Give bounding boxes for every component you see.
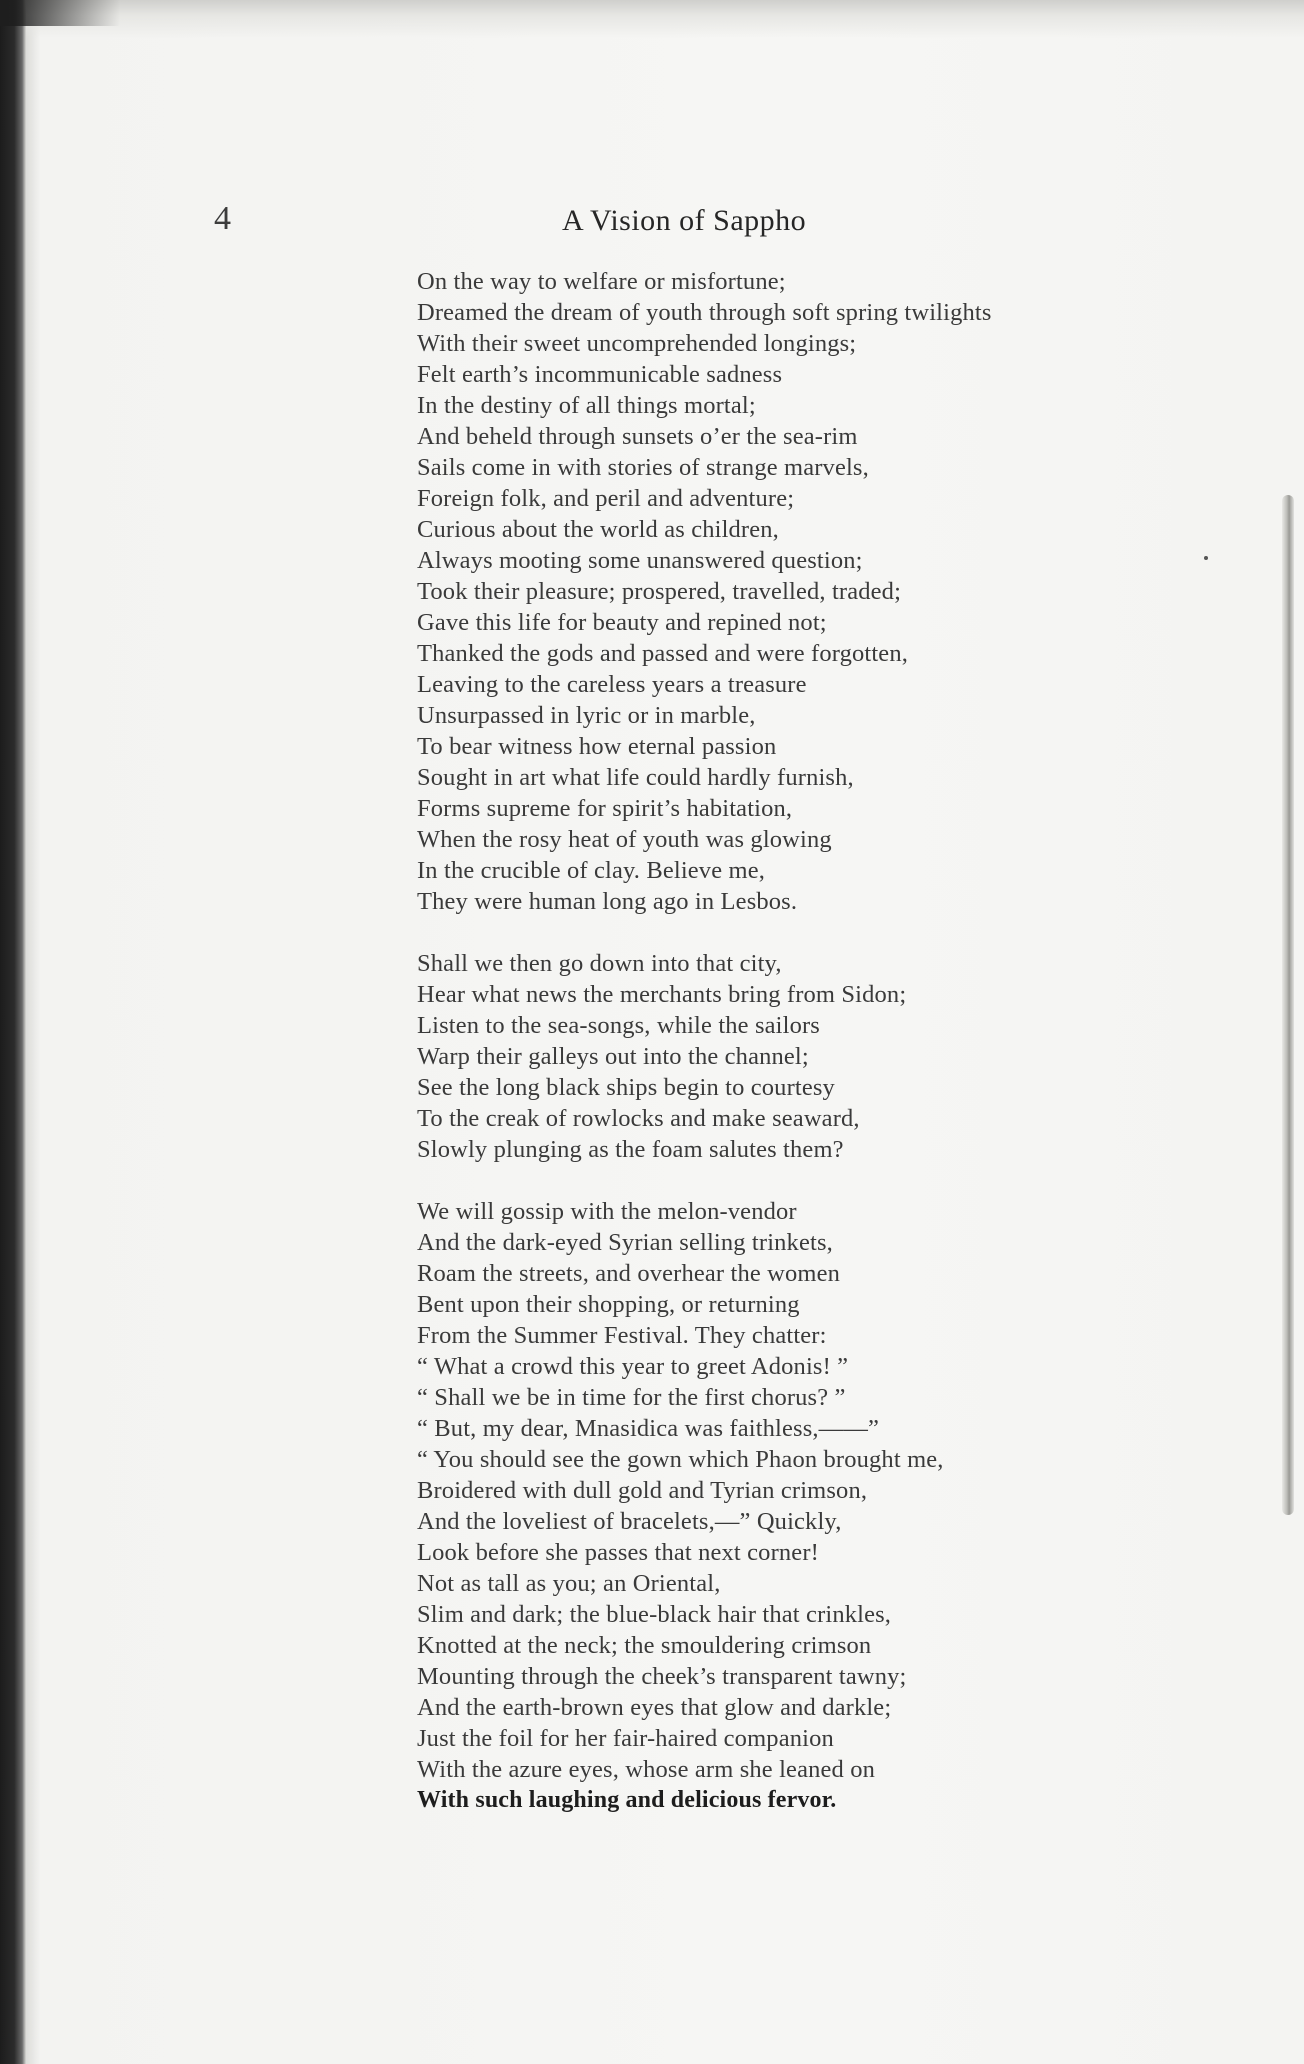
poem-line: Slim and dark; the blue-black hair that crinkles,: [417, 1601, 892, 1628]
poem-line: We will gossip with the melon-vendor: [417, 1198, 797, 1225]
poem-line: They were human long ago in Lesbos.: [417, 888, 798, 915]
poem-line: In the destiny of all things mortal;: [417, 392, 756, 419]
poem-line: Felt earth’s incommunicable sadness: [417, 361, 783, 388]
binding-mark-lower: [1282, 1025, 1294, 1515]
binding-mark-upper: [1282, 495, 1294, 1040]
poem-line: “ Shall we be in time for the first chorus? ”: [417, 1384, 846, 1411]
stanza-2: [417, 948, 1197, 1165]
poem-line: Dreamed the dream of youth through soft spring twilights: [417, 299, 992, 326]
poem-line: Thanked the gods and passed and were forgotten,: [417, 640, 909, 667]
poem-line: Gave this life for beauty and repined not;: [417, 609, 827, 636]
poem-line: “ But, my dear, Mnasidica was faithless,——”: [417, 1415, 880, 1442]
poem-line: Look before she passes that next corner!: [417, 1539, 819, 1566]
poem-line: Warp their galleys out into the channel;: [417, 1043, 809, 1070]
poem-line: Roam the streets, and overhear the women: [417, 1260, 841, 1287]
poem-line: “ What a crowd this year to greet Adonis! ”: [417, 1353, 849, 1380]
poem-line: And the earth-brown eyes that glow and darkle;: [417, 1694, 892, 1721]
poem-line: Just the foil for her fair-haired companion: [417, 1725, 834, 1752]
poem-line: Foreign folk, and peril and adventure;: [417, 485, 795, 512]
poem-line: “ You should see the gown which Phaon brought me,: [417, 1446, 944, 1473]
poem-line: And beheld through sunsets o’er the sea-rim: [417, 423, 858, 450]
poem-line: Took their pleasure; prospered, travelled, traded;: [417, 578, 902, 605]
page-number: 4: [214, 200, 232, 237]
poem-line: Leaving to the careless years a treasure: [417, 671, 807, 698]
poem-line: Slowly plunging as the foam salutes them?: [417, 1136, 844, 1163]
poem-line: With the azure eyes, whose arm she leaned on: [417, 1756, 876, 1783]
poem-line: Not as tall as you; an Oriental,: [417, 1570, 721, 1597]
poem-line: Shall we then go down into that city,: [417, 950, 782, 977]
poem-line: Broidered with dull gold and Tyrian crimson,: [417, 1477, 868, 1504]
stanza-3: [417, 1196, 1197, 1816]
poem-line: Listen to the sea-songs, while the sailors: [417, 1012, 820, 1039]
poem-line: See the long black ships begin to courtesy: [417, 1074, 835, 1101]
poem-line: When the rosy heat of youth was glowing: [417, 826, 832, 853]
top-shadow: [26, 0, 1304, 38]
stanza-1: [417, 266, 1197, 917]
poem-line: Curious about the world as children,: [417, 516, 779, 543]
poem-line: Forms supreme for spirit’s habitation,: [417, 795, 793, 822]
poem-line: Unsurpassed in lyric or in marble,: [417, 702, 756, 729]
poem-line: Always mooting some unanswered question;: [417, 547, 863, 574]
poem-line: Bent upon their shopping, or returning: [417, 1291, 800, 1318]
poem-line: Mounting through the cheek’s transparent tawny;: [417, 1663, 907, 1690]
poem-line: And the dark-eyed Syrian selling trinkets,: [417, 1229, 833, 1256]
poem-line: From the Summer Festival. They chatter:: [417, 1322, 827, 1349]
poem-line: And the loveliest of bracelets,—” Quickly,: [417, 1508, 842, 1535]
poem-line: Sails come in with stories of strange marvels,: [417, 454, 869, 481]
poem-line: With such laughing and delicious fervor.: [417, 1787, 837, 1813]
poem-text: [417, 266, 1197, 1816]
poem-line: On the way to welfare or misfortune;: [417, 268, 786, 295]
poem-line: To the creak of rowlocks and make seaward,: [417, 1105, 860, 1132]
poem-line: With their sweet uncomprehended longings;: [417, 330, 857, 357]
poem-line: Sought in art what life could hardly furnish,: [417, 764, 854, 791]
ink-speck: [1204, 556, 1208, 560]
scanner-corner: [0, 0, 120, 26]
scanner-edge: [0, 0, 26, 2064]
poem-line: In the crucible of clay. Believe me,: [417, 857, 766, 884]
poem-line: Hear what news the merchants bring from Sidon;: [417, 981, 907, 1008]
poem-line: Knotted at the neck; the smouldering crimson: [417, 1632, 872, 1659]
poem-line: To bear witness how eternal passion: [417, 733, 777, 760]
running-head: A Vision of Sappho: [562, 204, 807, 237]
